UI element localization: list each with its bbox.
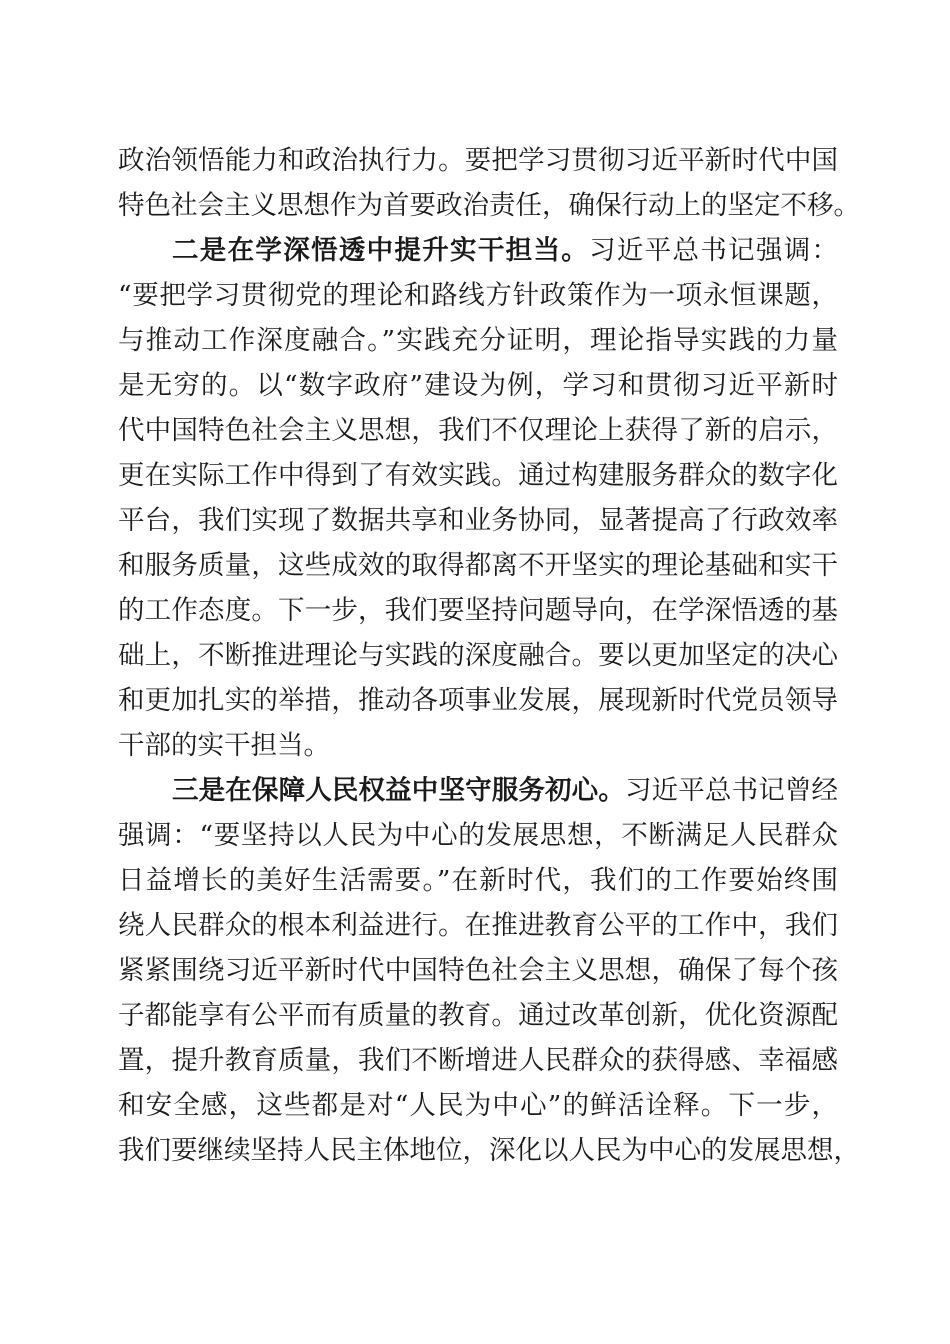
paragraph-2-line-8: 和服务质量，这些成效的取得都离不开坚实的理论基础和实干	[118, 550, 838, 581]
paragraph-2-line-4: 是无穷的。以“数字政府”建设为例，学习和贯彻习近平新时	[118, 370, 838, 401]
paragraph-2-line-3: 与推动工作深度融合。”实践充分证明，理论指导实践的力量	[118, 325, 838, 356]
paragraph-3-line-9: 我们要继续坚持人民主体地位，深化以人民为中心的发展思想，	[118, 1135, 860, 1166]
paragraph-3-heading: 三是在保障人民权益中坚守服务初心。	[172, 775, 625, 806]
paragraph-2-line-6: 更在实际工作中得到了有效实践。通过构建服务群众的数字化	[118, 460, 838, 491]
paragraph-2-line-7: 平台，我们实现了数据共享和业务协同，显著提高了行政效率	[118, 505, 838, 536]
paragraph-3-line-1	[172, 769, 838, 813]
paragraph-3-line-6: 子都能享有公平而有质量的教育。通过改革创新，优化资源配	[118, 1000, 838, 1031]
paragraph-2-line-11: 和更加扎实的举措，推动各项事业发展，展现新时代党员领导	[118, 685, 838, 716]
paragraph-1-line-1: 政治领悟能力和政治执行力。要把学习贯彻习近平新时代中国	[118, 145, 838, 176]
paragraph-3-first-line-rest: 习近平总书记曾经	[624, 775, 839, 806]
paragraph-2-line-9: 的工作态度。下一步，我们要坚持问题导向，在学深悟透的基	[118, 595, 838, 626]
paragraph-3-line-8: 和安全感，这些都是对“人民为中心”的鲜活诠释。下一步，	[118, 1090, 838, 1121]
paragraph-3-line-3: 日益增长的美好生活需要。”在新时代，我们的工作要始终围	[118, 865, 838, 896]
paragraph-3-line-7: 置，提升教育质量，我们不断增进人民群众的获得感、幸福感	[118, 1045, 838, 1076]
paragraph-1-line-2: 特色社会主义思想作为首要政治责任，确保行动上的坚定不移。	[118, 190, 860, 221]
paragraph-3-line-2: 强调：“要坚持以人民为中心的发展思想，不断满足人民群众	[118, 820, 838, 851]
paragraph-2-first-line-rest: 习近平总书记强调：	[589, 235, 839, 266]
paragraph-2-line-5: 代中国特色社会主义思想，我们不仅理论上获得了新的启示，	[118, 415, 838, 446]
paragraph-2-heading: 二是在学深悟透中提升实干担当。	[172, 235, 590, 266]
paragraph-2-line-2: “要把学习贯彻党的理论和路线方针政策作为一项永恒课题，	[118, 280, 838, 311]
paragraph-3-line-4: 绕人民群众的根本利益进行。在推进教育公平的工作中，我们	[118, 910, 838, 941]
paragraph-2-line-12: 干部的实干担当。	[118, 730, 330, 761]
paragraph-2-line-1	[172, 229, 838, 273]
paragraph-3-line-5: 紧紧围绕习近平新时代中国特色社会主义思想，确保了每个孩	[118, 955, 838, 986]
paragraph-2-line-10: 础上，不断推进理论与实践的深度融合。要以更加坚定的决心	[118, 640, 838, 671]
